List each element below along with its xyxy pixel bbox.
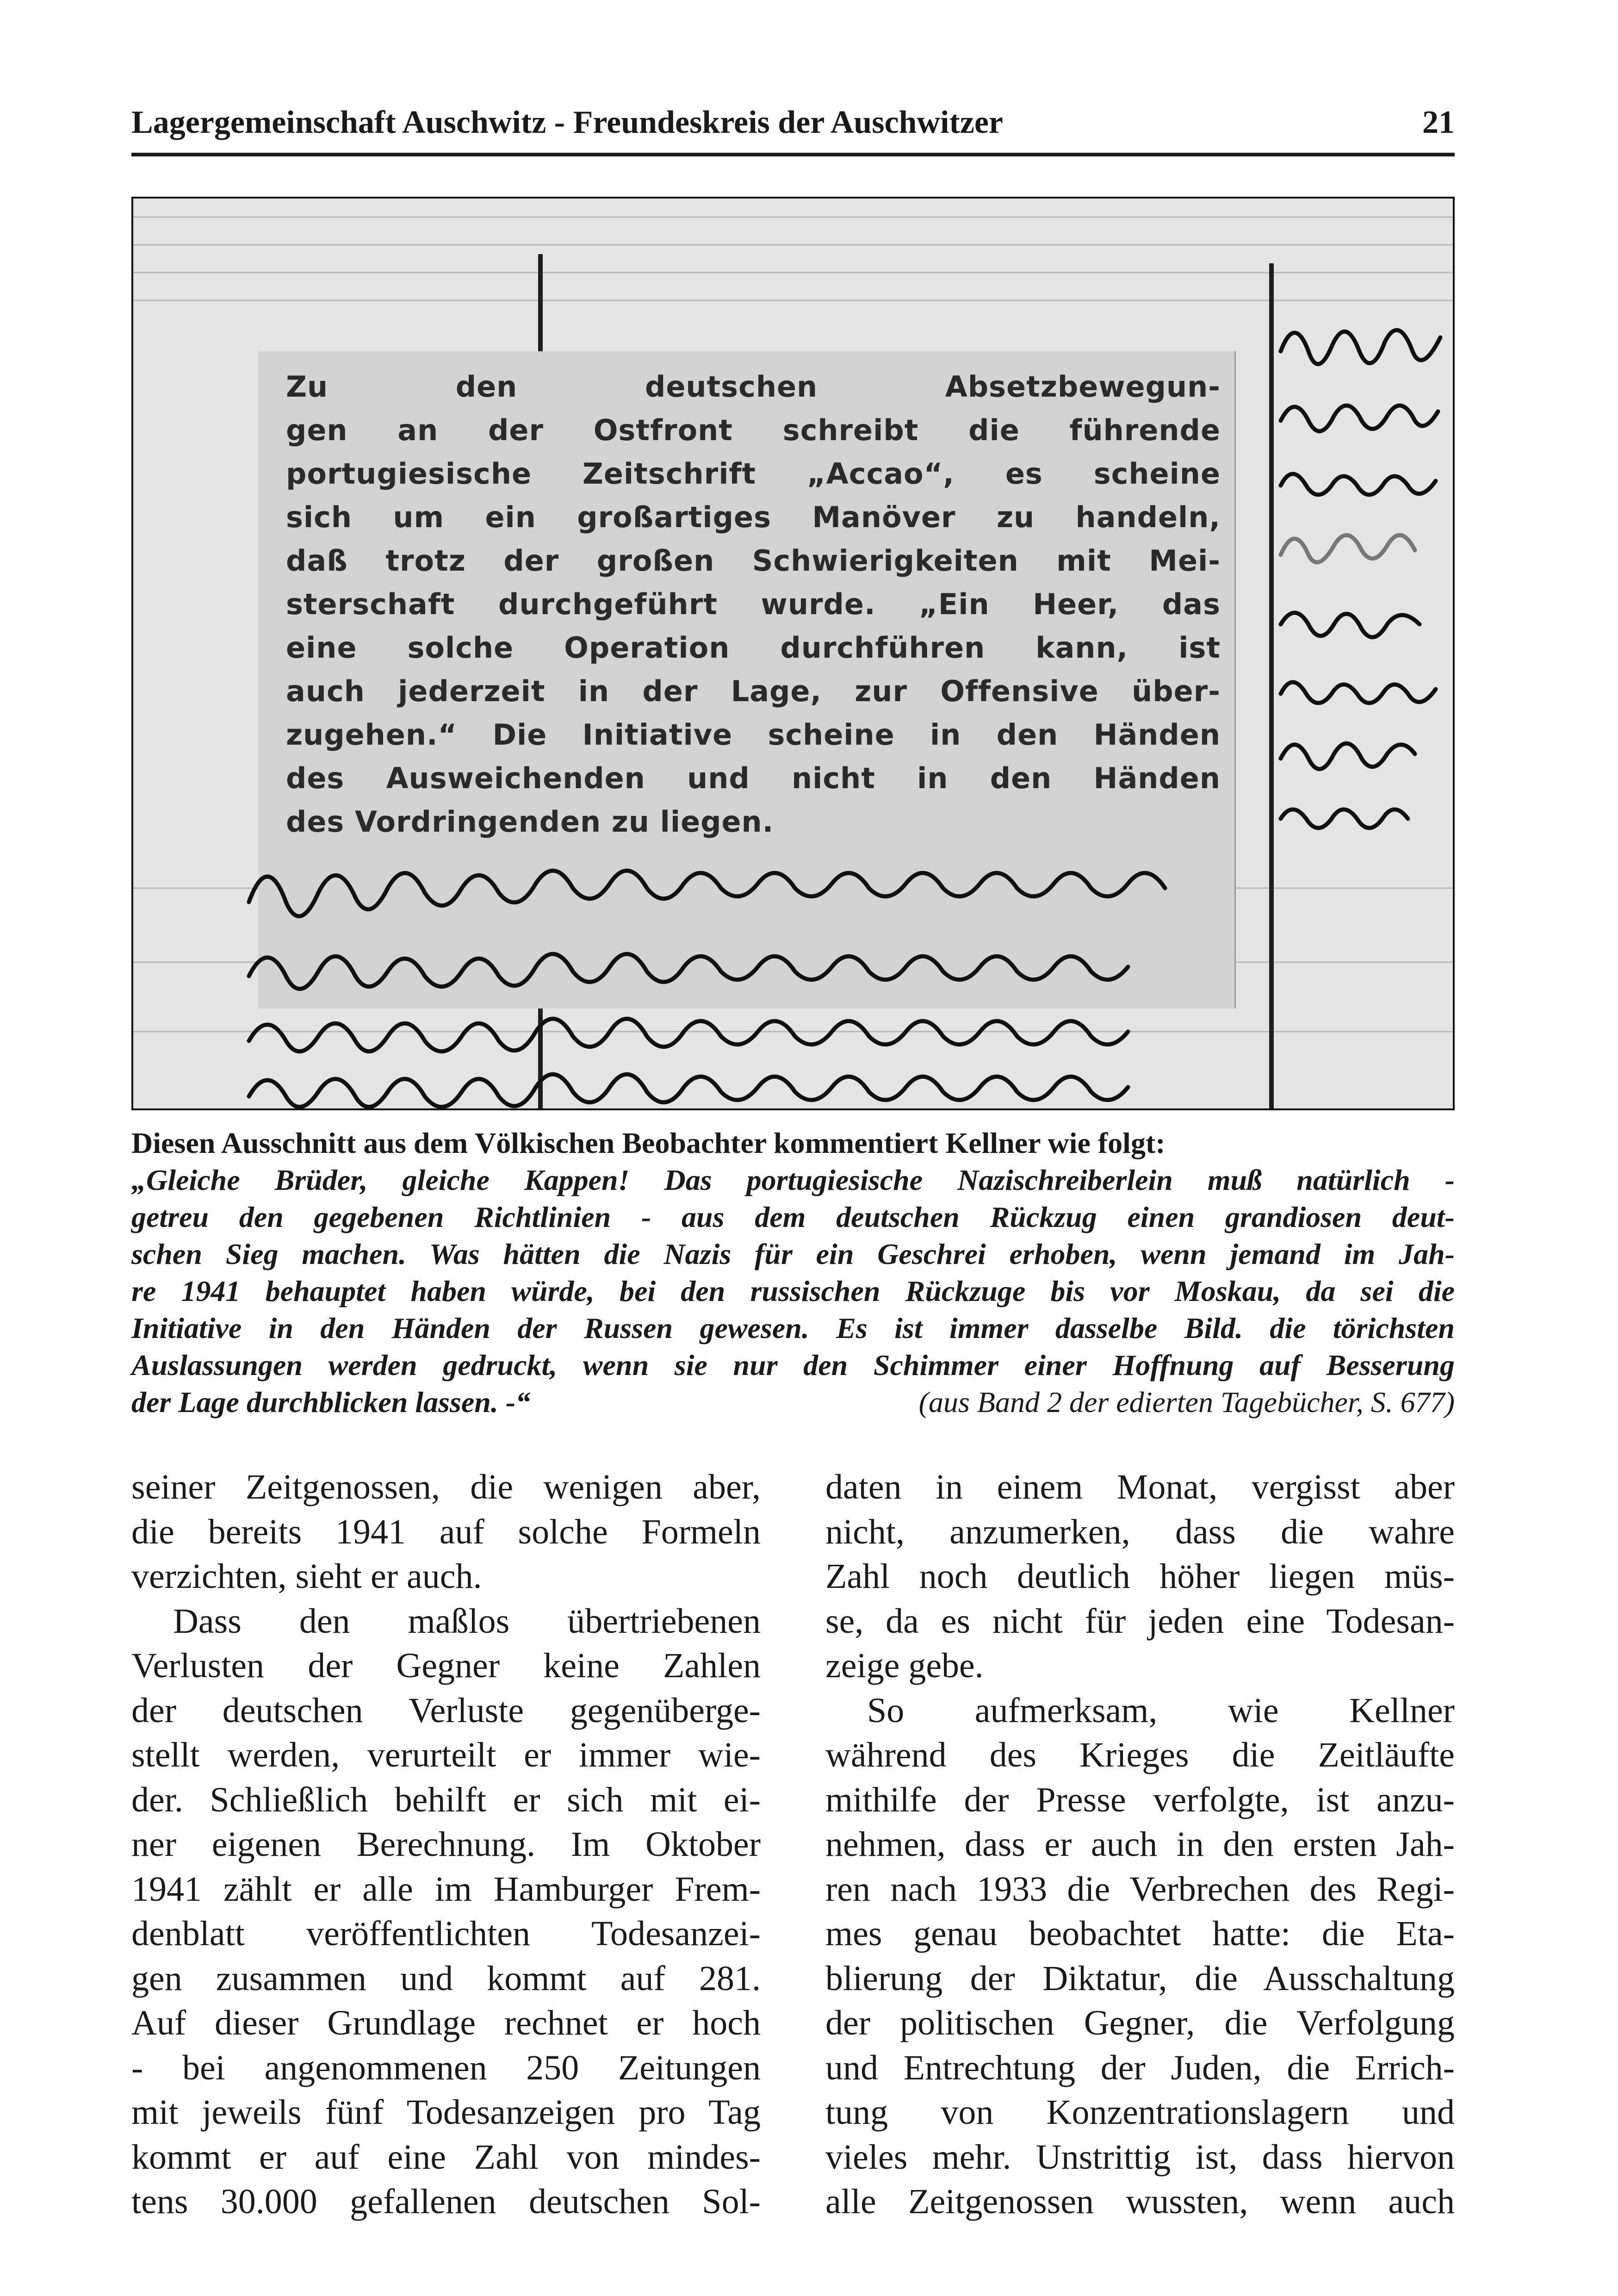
text-line: ner eigenen Berechnung. Im Oktober <box>131 1825 761 1864</box>
diary-photo <box>131 197 1455 1110</box>
caption-quote-end: der Lage durchblicken lassen. -“ <box>131 1386 531 1419</box>
text-line: der politischen Gegner, die Verfolgung <box>825 2004 1455 2042</box>
clipping-line: des Ausweichenden und nicht in den Händen <box>286 761 1221 795</box>
clipping-line: auch jederzeit in der Lage, zur Offensive über- <box>286 674 1221 708</box>
right-column <box>825 1465 1455 2224</box>
caption-quote-line: schen Sieg machen. Was hätten die Nazis für ein Geschrei erhoben, wenn jemand im Jah- <box>131 1238 1455 1270</box>
header-rule <box>131 153 1455 156</box>
text-line: - bei angenommenen 250 Zeitungen <box>131 2048 761 2087</box>
body-columns <box>131 1465 1455 2224</box>
caption-quote-line: getreu den gegebenen Richtlinien - aus dem deutschen Rückzug einen grandiosen deut- <box>131 1201 1455 1233</box>
text-line: nehmen, dass er auch in den ersten Jah- <box>825 1825 1455 1864</box>
text-line: kommt er auf eine Zahl von mindes- <box>131 2137 761 2177</box>
text-line: verzichten, sieht er auch. <box>131 1557 482 1596</box>
photo-caption <box>131 1125 1455 1421</box>
handwriting-scribbles <box>133 199 1453 1108</box>
clipping-line: gen an der Ostfront schreibt die führende <box>286 413 1221 447</box>
text-line: nicht, anzumerken, dass die wahre <box>825 1512 1455 1551</box>
clipping-line: sterschaft durchgeführt wurde. „Ein Heer, das <box>286 587 1221 621</box>
clipping-line: zugehen.“ Die Initiative scheine in den Händen <box>286 718 1221 752</box>
text-line: Zahl noch deutlich höher liegen müs- <box>825 1557 1455 1596</box>
left-column <box>131 1465 761 2224</box>
text-line: denblatt veröffentlichten Todesanzei- <box>131 1914 761 1953</box>
text-line: tung von Konzentrationslagern und <box>825 2093 1455 2132</box>
text-line: Verlusten der Gegner keine Zahlen <box>131 1646 761 1685</box>
text-line: stellt werden, verurteilt er immer wie- <box>131 1736 761 1774</box>
text-line: der. Schließlich behilft er sich mit ei- <box>131 1780 761 1819</box>
text-line: Dass den maßlos übertriebenen <box>173 1601 761 1641</box>
clipping-line: Zu den deutschen Absetzbewegun- <box>286 370 1221 404</box>
caption-last-row <box>131 1384 1455 1421</box>
text-line: während des Krieges die Zeitläufte <box>825 1736 1455 1774</box>
page-number: 21 <box>1422 105 1455 140</box>
clipping-line: daß trotz der großen Schwierigkeiten mit Mei- <box>286 544 1221 578</box>
text-line: zeige gebe. <box>825 1646 984 1685</box>
caption-intro: Diesen Ausschnitt aus dem Völkischen Beobachter kommentiert Kellner wie folgt: <box>131 1126 1165 1159</box>
text-line: seiner Zeitgenossen, die wenigen aber, <box>131 1468 761 1506</box>
caption-quote-line: Auslassungen werden gedruckt, wenn sie nur den Schimmer einer Hoffnung auf Besserung <box>131 1349 1455 1381</box>
clipping-line: sich um ein großartiges Manöver zu handeln, <box>286 500 1221 534</box>
text-line: se, da es nicht für jeden eine Todesan- <box>825 1601 1455 1641</box>
text-line: die bereits 1941 auf solche Formeln <box>131 1512 761 1551</box>
header-title: Lagergemeinschaft Auschwitz - Freundeskreis der Auschwitzer <box>131 105 1003 140</box>
text-line: alle Zeitgenossen wussten, wenn auch <box>825 2182 1455 2221</box>
clipping-line: eine solche Operation durchführen kann, ist <box>286 631 1221 665</box>
text-line: Auf dieser Grundlage rechnet er hoch <box>131 2004 761 2042</box>
running-header <box>131 100 1455 146</box>
text-line: blierung der Diktatur, die Ausschaltung <box>825 1959 1455 1998</box>
text-line: So aufmerksam, wie Kellner <box>867 1691 1455 1730</box>
text-line: daten in einem Monat, vergisst aber <box>825 1468 1455 1506</box>
text-line: vieles mehr. Unstrittig ist, dass hiervon <box>825 2137 1455 2177</box>
text-line: der deutschen Verluste gegenüberge- <box>131 1691 761 1730</box>
caption-quote-line: re 1941 behauptet haben würde, bei den russischen Rückzuge bis vor Moskau, da sei die <box>131 1275 1455 1307</box>
text-line: mes genau beobachtet hatte: die Eta- <box>825 1914 1455 1953</box>
caption-quote-line: „Gleiche Brüder, gleiche Kappen! Das portugiesische Nazischreiberlein muß natürlich - <box>131 1164 1455 1196</box>
clipping-line: portugiesische Zeitschrift „Accao“, es scheine <box>286 457 1221 491</box>
caption-quote-line: Initiative in den Händen der Russen gewesen. Es ist immer dasselbe Bild. die törichsten <box>131 1312 1455 1344</box>
text-line: ren nach 1933 die Verbrechen des Regi- <box>825 1869 1455 1909</box>
text-line: gen zusammen und kommt auf 281. <box>131 1959 761 1998</box>
text-line: mit jeweils fünf Todesanzeigen pro Tag <box>131 2093 761 2132</box>
text-line: mithilfe der Presse verfolgte, ist anzu- <box>825 1780 1455 1819</box>
text-line: 1941 zählt er alle im Hamburger Frem- <box>131 1869 761 1909</box>
clipping-line: des Vordringenden zu liegen. <box>286 805 774 839</box>
text-line: und Entrechtung der Juden, die Errich- <box>825 2048 1455 2087</box>
caption-source: (aus Band 2 der edierten Tagebücher, S. 677) <box>918 1386 1455 1419</box>
text-line: tens 30.000 gefallenen deutschen Sol- <box>131 2182 761 2221</box>
